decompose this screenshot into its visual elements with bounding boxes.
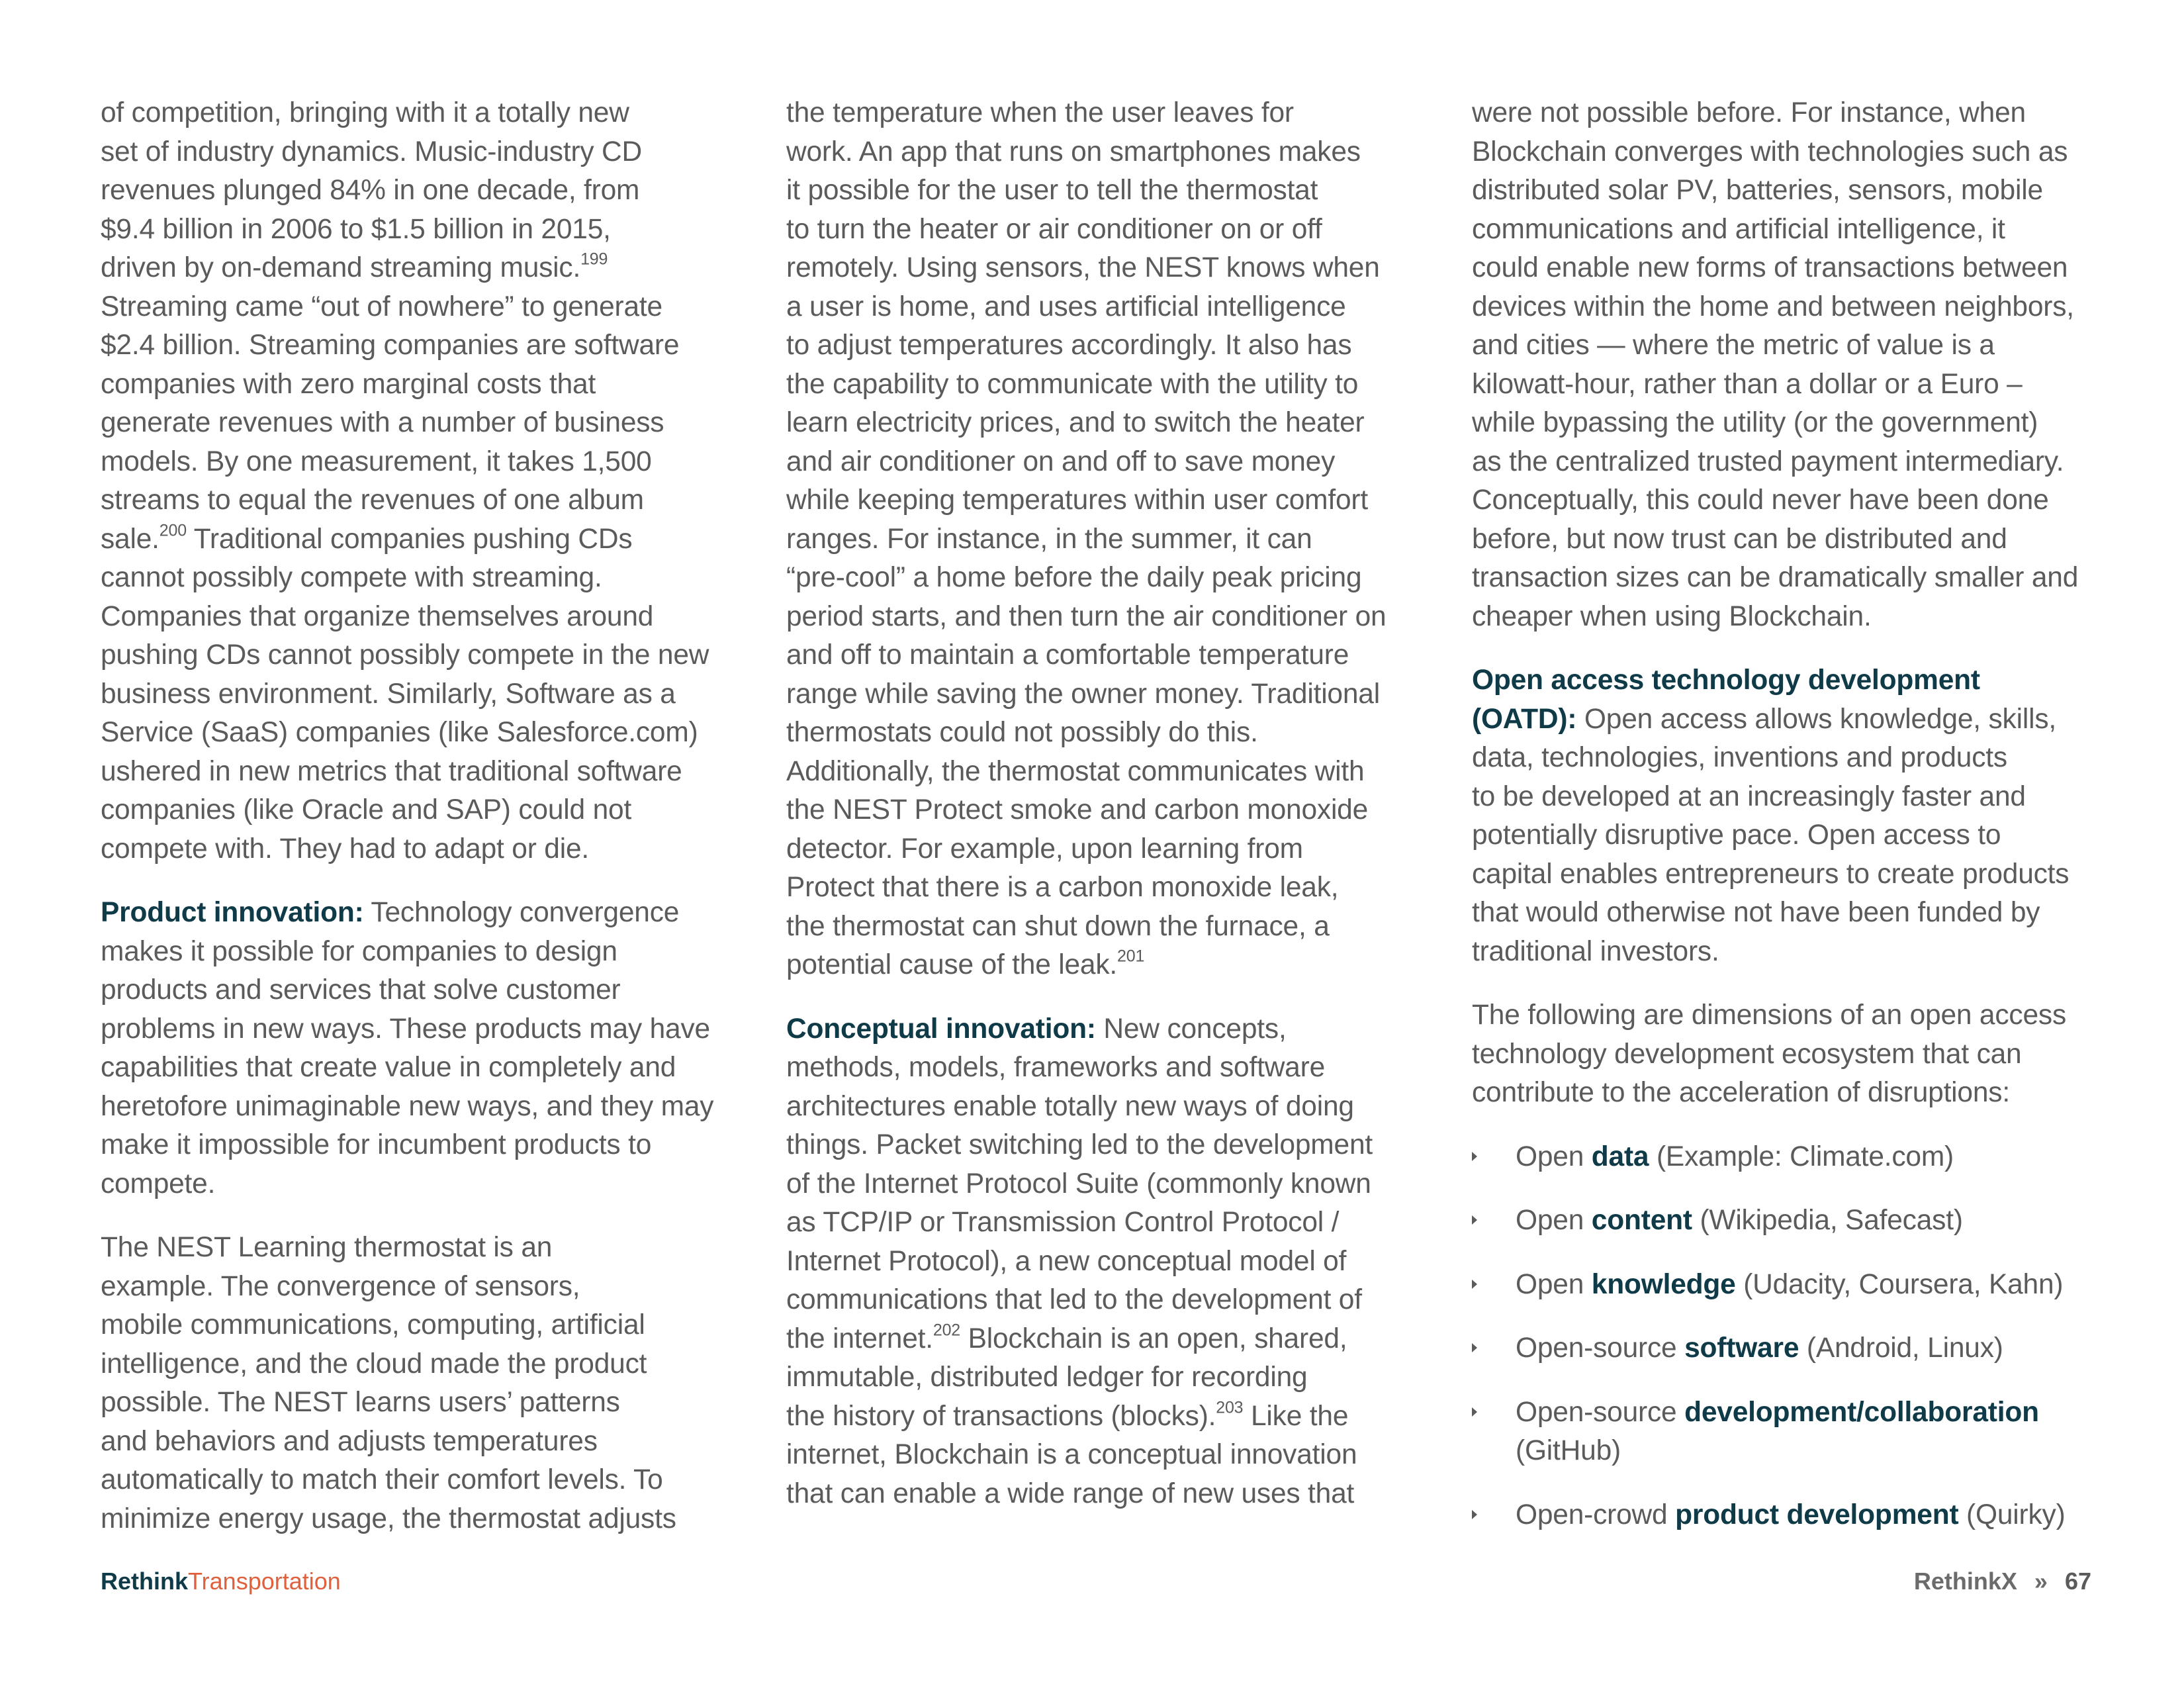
text-line: intelligence, and the cloud made the product [101, 1348, 647, 1380]
paragraph-conceptual-innovation [786, 1010, 1422, 1514]
text-line: of the Internet Protocol Suite (commonly known [786, 1168, 1371, 1199]
text-line: work. An app that runs on smartphones makes [786, 136, 1361, 167]
footnote-ref-201: 201 [1117, 947, 1145, 966]
text-line: makes it possible for companies to design [101, 935, 617, 967]
bullet-text: (Example: Climate.com) [1649, 1141, 1954, 1172]
text-fragment: Traditional companies pushing CDs [186, 523, 633, 555]
text-line: a user is home, and uses artificial intelligence [786, 291, 1346, 322]
bullet-text: Open [1516, 1268, 1592, 1300]
text-fragment: Open access allows knowledge, skills, [1576, 703, 2056, 735]
text-line: the NEST Protect smoke and carbon monoxide [786, 794, 1369, 825]
list-item [1472, 1138, 2107, 1177]
text-column-2 [786, 94, 1422, 1538]
text-line [101, 520, 736, 559]
text-line: things. Packet switching led to the development [786, 1129, 1373, 1160]
text-line: Additionally, the thermostat communicates with [786, 755, 1365, 787]
bullet-arrow-icon [1472, 1510, 1477, 1519]
text-line: Streaming came “out of nowhere” to generate [101, 291, 662, 322]
brand-transportation: Transportation [188, 1568, 341, 1595]
text-line [786, 946, 1422, 985]
text-line: cheaper when using Blockchain. [1472, 600, 1872, 632]
text-line: the thermostat can shut down the furnace, a [786, 910, 1330, 942]
text-line: that would otherwise not have been funded by [1472, 897, 2040, 928]
text-line: as the centralized trusted payment intermediary. [1472, 445, 2064, 477]
text-line: that can enable a wide range of new uses that [786, 1477, 1355, 1509]
bullet-keyword: content [1591, 1205, 1692, 1236]
footer-separator: » [2034, 1568, 2048, 1595]
text-fragment: the history of transactions (blocks). [786, 1400, 1216, 1432]
text-line: Conceptually, this could never have been done [1472, 485, 2049, 516]
bullet-text: Open-source [1516, 1333, 1685, 1364]
list-item [1472, 1266, 2107, 1305]
text-line: of competition, bringing with it a totally new [101, 97, 629, 128]
text-line: cannot possibly compete with streaming. [101, 562, 602, 593]
section-heading: Product innovation: [101, 897, 364, 928]
text-line: companies (like Oracle and SAP) could not [101, 794, 632, 825]
text-line: to adjust temperatures accordingly. It also has [786, 330, 1352, 361]
text-line: ushered in new metrics that traditional software [101, 755, 682, 787]
text-fragment: sale. [101, 523, 159, 555]
page-number: 67 [2064, 1568, 2091, 1595]
text-line [786, 1320, 1422, 1359]
text-line: as TCP/IP or Transmission Control Protocol / [786, 1207, 1340, 1238]
text-line: to turn the heater or air conditioner on or off [786, 213, 1322, 245]
text-line: streams to equal the revenues of one album [101, 485, 644, 516]
text-line: and behaviors and adjusts temperatures [101, 1425, 598, 1457]
text-fragment: New concepts, [1095, 1013, 1287, 1045]
text-line: communications that led to the development of [786, 1284, 1362, 1315]
text-line: immutable, distributed ledger for recording [786, 1362, 1308, 1393]
section-heading-abbrev: (OATD): [1472, 703, 1577, 735]
text-line: it possible for the user to tell the thermostat [786, 175, 1318, 206]
text-line [786, 1397, 1422, 1436]
text-line [1472, 700, 2107, 739]
text-line: Service (SaaS) companies (like Salesforce.com) [101, 717, 698, 748]
paragraph-music-industry [101, 94, 736, 868]
paragraph-nest-thermostat [101, 1229, 736, 1538]
text-line: Protect that there is a carbon monoxide leak, [786, 872, 1339, 903]
text-line: internet, Blockchain is a conceptual innovation [786, 1439, 1357, 1470]
paragraph-dimensions-intro [1472, 996, 2107, 1113]
text-fragment: potential cause of the leak. [786, 949, 1118, 980]
bullet-text: (Udacity, Coursera, Kahn) [1735, 1268, 2064, 1300]
footnote-ref-199: 199 [580, 250, 608, 269]
text-line: the temperature when the user leaves for [786, 97, 1294, 128]
bullet-text: Open-crowd [1516, 1499, 1676, 1530]
text-line: before, but now trust can be distributed and [1472, 523, 2007, 555]
text-line: set of industry dynamics. Music-industry CD [101, 136, 643, 167]
text-line: architectures enable totally new ways of doing [786, 1090, 1354, 1122]
text-line: transaction sizes can be dramatically smaller and [1472, 562, 2079, 593]
text-line: capabilities that create value in completely and [101, 1052, 676, 1083]
text-line: products and services that solve customer [101, 974, 621, 1006]
text-fragment: Technology convergence [363, 897, 680, 928]
text-line: and off to maintain a comfortable temperature [786, 639, 1349, 671]
text-line: traditional investors. [1472, 935, 1719, 967]
text-line: mobile communications, computing, artificial [101, 1309, 645, 1340]
text-line: period starts, and then turn the air conditioner on [786, 600, 1387, 632]
text-line: generate revenues with a number of business [101, 407, 664, 438]
paragraph-open-access [1472, 661, 2107, 971]
list-item [1472, 1329, 2107, 1368]
text-line: devices within the home and between neighbors, [1472, 291, 2074, 322]
text-fragment: Blockchain is an open, shared, [960, 1323, 1347, 1354]
text-line: while keeping temperatures within user comfort [786, 485, 1368, 516]
text-fragment: Like the [1243, 1400, 1349, 1432]
footnote-ref-200: 200 [159, 520, 187, 539]
brand-rethink: Rethink [101, 1568, 189, 1595]
text-line: compete. [101, 1168, 216, 1199]
text-line: and cities — where the metric of value is a [1472, 330, 1995, 361]
paragraph-blockchain-convergence [1472, 94, 2107, 636]
text-line: remotely. Using sensors, the NEST knows when [786, 252, 1380, 283]
text-line: $9.4 billion in 2006 to $1.5 billion in 2015, [101, 213, 611, 245]
text-line: Companies that organize themselves around [101, 600, 654, 632]
text-line: models. By one measurement, it takes 1,500 [101, 445, 652, 477]
text-line: problems in new ways. These products may have [101, 1013, 710, 1045]
text-line: kilowatt-hour, rather than a dollar or a Euro – [1472, 368, 2023, 400]
text-line: minimize energy usage, the thermostat adjusts [101, 1503, 676, 1534]
bullet-arrow-icon [1472, 1215, 1477, 1225]
publisher-name: RethinkX [1913, 1568, 2017, 1595]
bullet-keyword: software [1684, 1333, 1799, 1364]
text-line: possible. The NEST learns users’ patterns [101, 1387, 620, 1418]
paragraph-nest-continued [786, 94, 1422, 985]
text-line: business environment. Similarly, Software as a [101, 678, 676, 710]
section-heading: Open access technology development [1472, 665, 1980, 696]
text-line: distributed solar PV, batteries, sensors, mobile [1472, 175, 2043, 206]
bullet-keyword: development/collaboration [1684, 1396, 2039, 1428]
bullet-arrow-icon [1472, 1152, 1477, 1161]
text-line: Internet Protocol), a new conceptual model of [786, 1245, 1347, 1277]
text-line: The following are dimensions of an open access [1472, 1000, 2066, 1031]
text-line: methods, models, frameworks and software [786, 1052, 1326, 1083]
text-line: and air conditioner on and off to save money [786, 445, 1336, 477]
text-line: communications and artificial intelligence, it [1472, 213, 2005, 245]
text-line: were not possible before. For instance, when [1472, 97, 2026, 128]
footnote-ref-203: 203 [1216, 1397, 1244, 1417]
text-line: make it impossible for incumbent products to [101, 1129, 652, 1160]
text-line: learn electricity prices, and to switch the heater [786, 407, 1365, 438]
text-line: companies with zero marginal costs that [101, 368, 596, 400]
bullet-keyword: product development [1675, 1499, 1959, 1530]
text-line: while bypassing the utility (or the government) [1472, 407, 2038, 438]
text-line: to be developed at an increasingly faster and [1472, 780, 2026, 812]
text-line: Blockchain converges with technologies such as [1472, 136, 2068, 167]
bullet-keyword: data [1591, 1141, 1649, 1172]
text-line: data, technologies, inventions and products [1472, 742, 2007, 773]
text-line: heretofore unimaginable new ways, and they may [101, 1090, 714, 1122]
bullet-text: (Android, Linux) [1799, 1333, 2003, 1364]
bullet-text: (Wikipedia, Safecast) [1692, 1205, 1963, 1236]
paragraph-product-innovation [101, 894, 736, 1203]
bullet-text: Open [1516, 1141, 1592, 1172]
bullet-keyword: knowledge [1591, 1268, 1736, 1300]
text-line: technology development ecosystem that can [1472, 1038, 2022, 1070]
text-line: could enable new forms of transactions between [1472, 252, 2068, 283]
bullet-text: Open [1516, 1205, 1592, 1236]
text-line: pushing CDs cannot possibly compete in the new [101, 639, 709, 671]
page-footer-right [1914, 1565, 2091, 1598]
text-line: detector. For example, upon learning from [786, 833, 1303, 865]
text-column-1 [101, 94, 736, 1564]
text-line [101, 249, 736, 288]
text-line: potentially disruptive pace. Open access to [1472, 820, 2001, 851]
text-line: range while saving the owner money. Traditional [786, 678, 1380, 710]
open-access-dimensions-list [1472, 1138, 2107, 1535]
text-line: “pre-cool” a home before the daily peak pricing [786, 562, 1362, 593]
text-line: contribute to the acceleration of disruptions: [1472, 1077, 2010, 1108]
text-fragment: the internet. [786, 1323, 933, 1354]
text-line: ranges. For instance, in the summer, it can [786, 523, 1312, 555]
list-item [1472, 1393, 2107, 1471]
text-line: The NEST Learning thermostat is an [101, 1232, 553, 1263]
list-item [1472, 1201, 2107, 1241]
bullet-text: (GitHub) [1516, 1435, 1621, 1466]
text-line: thermostats could not possibly do this. [786, 717, 1258, 748]
text-line: compete with. They had to adapt or die. [101, 833, 589, 865]
text-line: $2.4 billion. Streaming companies are software [101, 330, 680, 361]
bullet-text: Open-source [1516, 1396, 1685, 1428]
text-line: automatically to match their comfort levels. To [101, 1464, 663, 1495]
list-item [1472, 1496, 2107, 1535]
bullet-arrow-icon [1472, 1407, 1477, 1417]
text-line: the capability to communicate with the utility to [786, 368, 1359, 400]
text-fragment: driven by on-demand streaming music. [101, 252, 581, 283]
text-line [101, 894, 736, 933]
bullet-arrow-icon [1472, 1343, 1477, 1352]
text-line: revenues plunged 84% in one decade, from [101, 175, 640, 206]
bullet-arrow-icon [1472, 1280, 1477, 1289]
text-line [786, 1010, 1422, 1049]
text-column-3 [1472, 94, 2107, 1560]
text-line: example. The convergence of sensors, [101, 1270, 580, 1302]
text-line: capital enables entrepreneurs to create products [1472, 858, 2070, 890]
bullet-text: (Quirky) [1958, 1499, 2066, 1530]
footnote-ref-202: 202 [933, 1320, 960, 1339]
section-heading: Conceptual innovation: [786, 1013, 1096, 1045]
report-brand [101, 1565, 341, 1598]
